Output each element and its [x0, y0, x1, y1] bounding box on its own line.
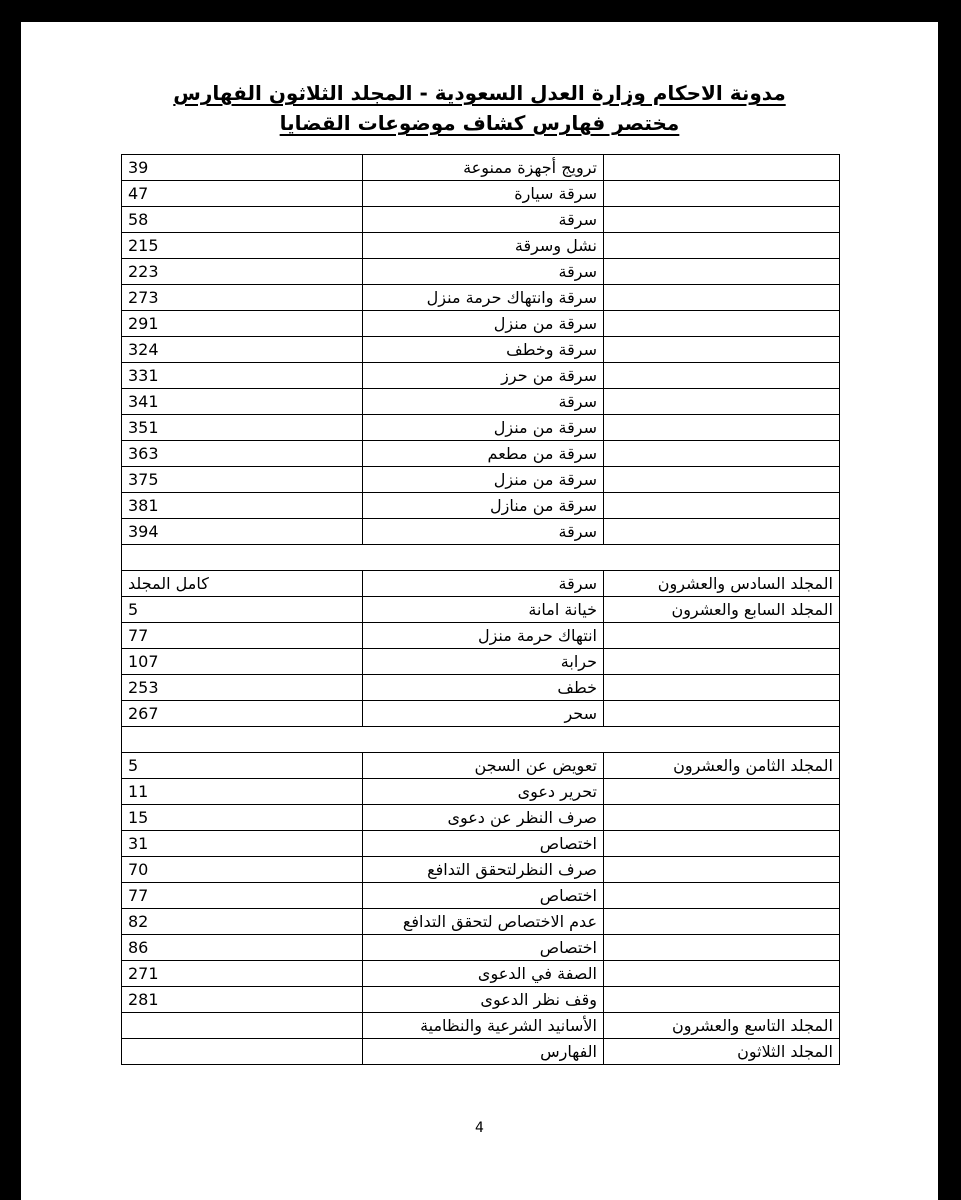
- page-cell: 223: [122, 259, 363, 285]
- table-row: [122, 337, 840, 363]
- volume-cell: [604, 519, 840, 545]
- page-cell: 215: [122, 233, 363, 259]
- subject-cell: سرقة: [363, 259, 604, 285]
- subject-cell: نشل وسرقة: [363, 233, 604, 259]
- page-cell: 58: [122, 207, 363, 233]
- page-cell: 86: [122, 935, 363, 961]
- table-row: [122, 571, 840, 597]
- subject-cell: سحر: [363, 701, 604, 727]
- table-spacer-row: [122, 545, 840, 571]
- table-row: [122, 1039, 840, 1065]
- volume-cell: [604, 935, 840, 961]
- table-row: [122, 389, 840, 415]
- table-row: [122, 909, 840, 935]
- page-cell: 363: [122, 441, 363, 467]
- subject-cell: انتهاك حرمة منزل: [363, 623, 604, 649]
- volume-cell: [604, 961, 840, 987]
- document-page: [21, 22, 938, 1200]
- volume-cell: [604, 467, 840, 493]
- table-row: [122, 675, 840, 701]
- volume-cell: [604, 259, 840, 285]
- volume-cell: [604, 233, 840, 259]
- volume-cell: [604, 181, 840, 207]
- volume-cell: [604, 987, 840, 1013]
- page-cell: 107: [122, 649, 363, 675]
- page-cell: [122, 1013, 363, 1039]
- table-row: [122, 831, 840, 857]
- subject-cell: سرقة من منزل: [363, 311, 604, 337]
- subject-cell: اختصاص: [363, 831, 604, 857]
- subject-cell: سرقة وانتهاك حرمة منزل: [363, 285, 604, 311]
- volume-cell: [604, 649, 840, 675]
- table-row: [122, 987, 840, 1013]
- spacer-cell: [122, 727, 840, 753]
- title-line-2: مختصر فهارس كشاف موضوعات القضايا: [279, 111, 680, 135]
- volume-cell: [604, 675, 840, 701]
- table-row: [122, 857, 840, 883]
- table-row: [122, 155, 840, 181]
- page-number: 4: [475, 1120, 484, 1136]
- table-row: [122, 441, 840, 467]
- table-row: [122, 623, 840, 649]
- page-cell: 39: [122, 155, 363, 181]
- spacer-cell: [122, 545, 840, 571]
- table-row: [122, 467, 840, 493]
- volume-cell: [604, 779, 840, 805]
- subject-cell: ترويج أجهزة ممنوعة: [363, 155, 604, 181]
- table-row: [122, 311, 840, 337]
- table-row: [122, 805, 840, 831]
- page-cell: 281: [122, 987, 363, 1013]
- page-cell: 341: [122, 389, 363, 415]
- title-line-1: مدونة الاحكام وزارة العدل السعودية - المجلد الثلاثون الفهارس: [173, 81, 786, 105]
- page-cell: 375: [122, 467, 363, 493]
- table-row: [122, 779, 840, 805]
- page-cell: 11: [122, 779, 363, 805]
- subject-cell: سرقة سيارة: [363, 181, 604, 207]
- volume-cell: [604, 623, 840, 649]
- page-cell: كامل المجلد: [122, 571, 363, 597]
- volume-cell: [604, 415, 840, 441]
- table-spacer-row: [122, 727, 840, 753]
- subject-cell: الصفة في الدعوى: [363, 961, 604, 987]
- subject-cell: تحرير دعوى: [363, 779, 604, 805]
- index-table: [121, 154, 840, 1065]
- page-cell: 381: [122, 493, 363, 519]
- subject-cell: سرقة من منازل: [363, 493, 604, 519]
- subject-cell: خيانة امانة: [363, 597, 604, 623]
- subject-cell: خطف: [363, 675, 604, 701]
- subject-cell: وقف نظر الدعوى: [363, 987, 604, 1013]
- table-row: [122, 961, 840, 987]
- volume-cell: [604, 311, 840, 337]
- volume-cell: المجلد الثلاثون: [604, 1039, 840, 1065]
- table-row: [122, 1013, 840, 1039]
- page-cell: 5: [122, 597, 363, 623]
- table-row: [122, 753, 840, 779]
- volume-cell: المجلد الثامن والعشرون: [604, 753, 840, 779]
- table-row: [122, 649, 840, 675]
- volume-cell: [604, 857, 840, 883]
- volume-cell: [604, 831, 840, 857]
- page-cell: 15: [122, 805, 363, 831]
- document-header: [21, 78, 938, 138]
- index-table-body: [122, 155, 840, 1065]
- page-cell: 291: [122, 311, 363, 337]
- volume-cell: المجلد السادس والعشرون: [604, 571, 840, 597]
- table-row: [122, 181, 840, 207]
- table-row: [122, 597, 840, 623]
- volume-cell: [604, 701, 840, 727]
- page-cell: 47: [122, 181, 363, 207]
- volume-cell: [604, 389, 840, 415]
- page-cell: 351: [122, 415, 363, 441]
- volume-cell: المجلد السابع والعشرون: [604, 597, 840, 623]
- volume-cell: [604, 207, 840, 233]
- subject-cell: سرقة: [363, 571, 604, 597]
- page-cell: 267: [122, 701, 363, 727]
- table-row: [122, 935, 840, 961]
- subject-cell: سرقة: [363, 207, 604, 233]
- page-cell: 253: [122, 675, 363, 701]
- subject-cell: حرابة: [363, 649, 604, 675]
- page-cell: 82: [122, 909, 363, 935]
- page-cell: 394: [122, 519, 363, 545]
- subject-cell: سرقة من مطعم: [363, 441, 604, 467]
- page-cell: 31: [122, 831, 363, 857]
- table-row: [122, 259, 840, 285]
- table-row: [122, 285, 840, 311]
- subject-cell: اختصاص: [363, 883, 604, 909]
- table-row: [122, 415, 840, 441]
- table-row: [122, 519, 840, 545]
- volume-cell: [604, 363, 840, 389]
- subject-cell: تعويض عن السجن: [363, 753, 604, 779]
- subject-cell: سرقة: [363, 519, 604, 545]
- subject-cell: الفهارس: [363, 1039, 604, 1065]
- page-cell: 5: [122, 753, 363, 779]
- subject-cell: عدم الاختصاص لتحقق التدافع: [363, 909, 604, 935]
- volume-cell: [604, 441, 840, 467]
- subject-cell: صرف النظر عن دعوى: [363, 805, 604, 831]
- page-cell: 70: [122, 857, 363, 883]
- volume-cell: [604, 493, 840, 519]
- volume-cell: [604, 337, 840, 363]
- volume-cell: [604, 805, 840, 831]
- page-cell: [122, 1039, 363, 1065]
- volume-cell: [604, 285, 840, 311]
- volume-cell: [604, 909, 840, 935]
- table-row: [122, 701, 840, 727]
- page-cell: 271: [122, 961, 363, 987]
- subject-cell: سرقة: [363, 389, 604, 415]
- subject-cell: سرقة من منزل: [363, 415, 604, 441]
- table-row: [122, 493, 840, 519]
- subject-cell: سرقة من منزل: [363, 467, 604, 493]
- subject-cell: سرقة من حرز: [363, 363, 604, 389]
- page-cell: 273: [122, 285, 363, 311]
- subject-cell: اختصاص: [363, 935, 604, 961]
- subject-cell: صرف النظرلتحقق التدافع: [363, 857, 604, 883]
- page-cell: 77: [122, 883, 363, 909]
- subject-cell: الأسانيد الشرعية والنظامية: [363, 1013, 604, 1039]
- table-row: [122, 883, 840, 909]
- table-row: [122, 207, 840, 233]
- table-row: [122, 363, 840, 389]
- page-cell: 331: [122, 363, 363, 389]
- volume-cell: المجلد التاسع والعشرون: [604, 1013, 840, 1039]
- volume-cell: [604, 883, 840, 909]
- page-cell: 324: [122, 337, 363, 363]
- subject-cell: سرقة وخطف: [363, 337, 604, 363]
- volume-cell: [604, 155, 840, 181]
- table-row: [122, 233, 840, 259]
- page-cell: 77: [122, 623, 363, 649]
